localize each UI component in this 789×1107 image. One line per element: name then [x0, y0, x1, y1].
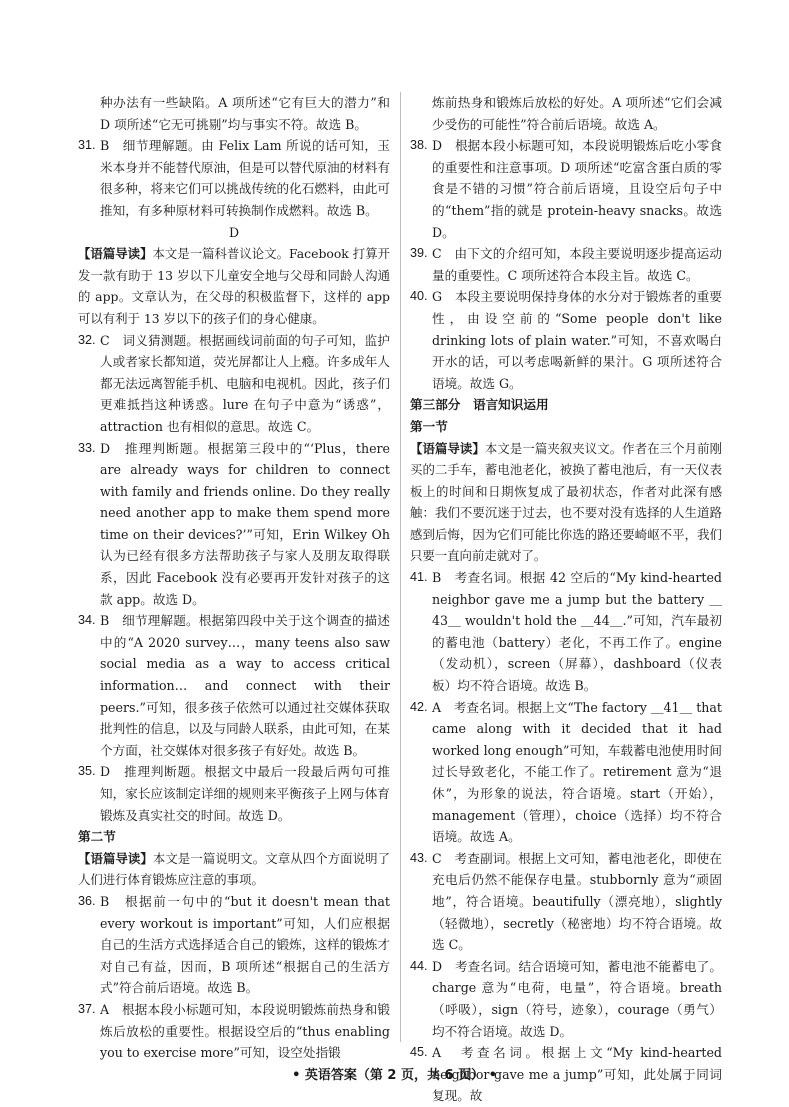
guide-text: 本文是一篇科普议论文。Facebook 打算开发一款有助于 13 岁以下儿童安全地与父母和同龄人沟通的 app。文章认为，在父母的积极监督下，这样的 app 可以有利于 13 岁以下的孩子们的身心健康。	[78, 246, 390, 326]
passage-guide-d	[78, 243, 390, 329]
answer-number: 35.	[78, 764, 96, 779]
answer-number: 39.	[410, 246, 428, 261]
answer-text: B 细节理解题。根据第四段中关于这个调查的描述中的“A 2020 survey…，many teens also saw social media as a way to access critical information… and connect with their peers.”可知，很多孩子依然可以通过社交媒体获取批判性的信息，以及与同龄人联系，由此可知，在某个方面，社交媒体对很多孩子有好处。故选 B。	[100, 613, 390, 758]
answer-37	[78, 999, 390, 1064]
answer-36	[78, 891, 390, 999]
answer-33	[78, 438, 390, 611]
answer-text: A 考查名词。根据上文“The factory ＿41＿ that came along with it decided that it had worked long enough”可知，车载蓄电池使用时间过长导致老化，不能工作了。retirement 意为“退休”，为形象的说法，符合语境。start（开始），management（管理），choice（选择）均不符合语境。故选 A。	[432, 699, 722, 845]
passage-guide-3	[410, 438, 722, 568]
section-heading-2: 第二节	[78, 829, 116, 845]
answer-text: B 考查名词。根据 42 空后的“My kind-hearted neighbor gave me a jump but the battery ＿43＿ wouldn't hold the ＿44＿.”可知，汽车最初的蓄电池（battery）老化，不再工作了。engine（发动机），screen（屏幕），dashboard（仪表板）均不符合语境。故选 B。	[432, 570, 722, 694]
answer-text: B 根据前一句中的“but it doesn't mean that every workout is important”可知，人们应根据自己的生活方式选择适合自己的锻炼，这样的锻炼才对自己有益，因而，B 项所述“根据自己的生活方式”符合前后语境。故选 B。	[100, 893, 390, 996]
answer-40	[410, 286, 722, 394]
answer-text: C 词义猜测题。根据画线词前面的句子可知，监护人或者家长都知道，荧光屏都让人上瘾。许多成年人都无法远离智能手机、电脑和电视机。因此，孩子们更难抵挡这种诱惑。lure 在句子中意为“诱惑”，attraction 也有相似的意思。故选 C。	[100, 332, 390, 434]
guide-text: 本文是一篇说明文。文章从四个方面说明了人们进行体育锻炼应注意的事项。	[78, 850, 391, 888]
answer-number: 32.	[78, 332, 96, 347]
page-footer: • 英语答案（第 2 页，共 6 页） •	[292, 1068, 497, 1083]
passage-guide-2	[78, 848, 390, 891]
answer-number: 38.	[410, 138, 428, 153]
answer-34	[78, 610, 390, 761]
answer-number: 43.	[410, 850, 428, 865]
answer-number: 31.	[78, 138, 96, 153]
guide-tag: 【语篇导读】	[78, 850, 153, 866]
answer-42	[410, 697, 722, 848]
answer-text: D 推理判断题。根据第三段中的“‘Plus，there are already ways for children to connect with family and friends online. Do they really need another app to make them spend more time on their devices?’”可知，Erin Wilkey Oh 认为已经有很多方法帮助孩子与家人及朋友取得联系，因此 Facebook 没有必要再开发针对孩子的这款 app。故选 D。	[100, 440, 390, 607]
answer-number: 36.	[78, 893, 96, 908]
answer-number: 44.	[410, 958, 428, 973]
section-heading-1: 第一节	[410, 418, 448, 434]
answer-text: G 本段主要说明保持身体的水分对于锻炼者的重要性，由设空前的“Some people don't like drinking lots of plain water.”可知，不喜欢喝白开水的话，可以考虑喝新鲜的果汁。G 项所述符合语境。故选 G。	[432, 289, 722, 391]
answer-32	[78, 330, 390, 438]
answer-44	[410, 956, 722, 1042]
answer-number: 33.	[78, 440, 96, 455]
right-column	[410, 92, 722, 1107]
answer-35	[78, 761, 390, 826]
answer-39	[410, 243, 722, 286]
guide-text: 本文是一篇夹叙夹议文。作者在三个月前刚买的二手车，蓄电池老化，被换了蓄电池后，有一天仪表板上的时间和日期恢复成了最初状态，作者对此深有感触：我们不要沉迷于过去，也不要对没有选择的人生道路感到后悔，因为它们可能比你选的路还要崎岖不平，我们只要一直向前走就对了。	[410, 440, 723, 564]
answer-text: A 根据本段小标题可知，本段说明锻炼前热身和锻炼后放松的重要性。根据设空后的“thus enabling you to exercise more”可知，设空处指锻	[100, 1001, 390, 1061]
answer-text: B 细节理解题。由 Felix Lam 所说的话可知，玉米本身并不能替代原油，但是可以替代原油的材料有很多种，将来它们可以挑战传统的化石燃料，由此可推知，有多种原材料可转换制作成燃料。故选 B。	[100, 138, 390, 218]
answer-number: 41.	[410, 570, 428, 585]
answer-number: 37.	[78, 1001, 96, 1016]
answer-number: 45.	[410, 1045, 428, 1060]
column-divider	[400, 92, 401, 1042]
carryover-paragraph: 炼前热身和锻炼后放松的好处。A 项所述“它们会减少受伤的可能性”符合前后语境。故选 A。	[432, 95, 722, 132]
part-heading-3: 第三部分 语言知识运用	[410, 397, 549, 413]
answer-text: C 由下文的介绍可知，本段主要说明逐步提高运动量的重要性。C 项所述符合本段主旨。故选 C。	[432, 246, 722, 283]
section-heading-d: D	[228, 224, 240, 240]
answer-text: C 考查副词。根据上文可知，蓄电池老化，即使在充电后仍然不能保存电量。stubbornly 意为“顽固地”，符合语境。beautifully（漂亮地），slightly（轻微地），secretly（秘密地）均不符合语境。故选 C。	[432, 850, 722, 953]
answer-text: D 根据本段小标题可知，本段说明锻炼后吃小零食的重要性和注意事项。D 项所述“吃富含蛋白质的零食是不错的习惯”符合前后语境，且设空后句子中的“them”指的就是 protein-heavy snacks。故选 D。	[432, 138, 722, 240]
answer-number: 34.	[78, 613, 96, 628]
carryover-paragraph: 种办法有一些缺陷。A 项所述“它有巨大的潜力”和 D 项所述“它无可挑剔”均与事实不符。故选 B。	[100, 95, 390, 132]
answer-text: D 推理判断题。根据文中最后一段最后两句可推知，家长应该制定详细的规则来平衡孩子上网与体育锻炼及真实社交的时间。故选 D。	[100, 764, 390, 823]
answer-43	[410, 848, 722, 956]
answer-41	[410, 567, 722, 697]
guide-tag: 【语篇导读】	[410, 440, 485, 456]
answer-31	[78, 135, 390, 221]
guide-tag: 【语篇导读】	[78, 246, 153, 262]
answer-number: 42.	[410, 699, 428, 714]
answer-text: A 考查名词。根据上文“My kind-hearted neighbor gave me a jump”可知，此处属于同词复现。故	[432, 1045, 722, 1104]
answer-38	[410, 135, 722, 243]
left-column	[78, 92, 390, 1064]
answer-text: D 考查名词。结合语境可知，蓄电池不能蓄电了。charge 意为“电荷，电量”，符合语境。breath（呼吸），sign（符号，迹象），courage（勇气）均不符合语境。故选 D。	[432, 958, 722, 1039]
answer-number: 40.	[410, 289, 428, 304]
